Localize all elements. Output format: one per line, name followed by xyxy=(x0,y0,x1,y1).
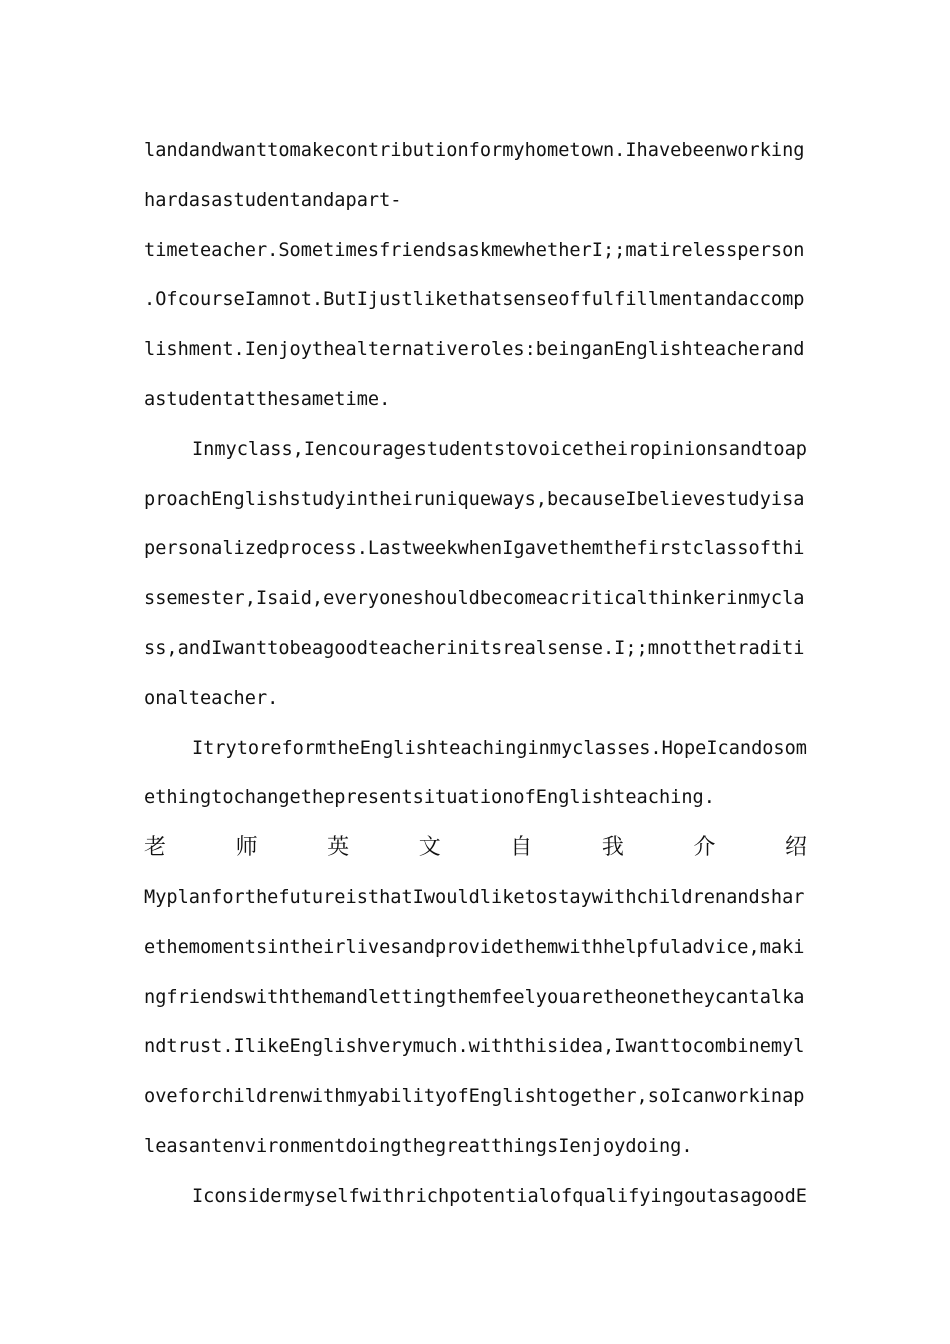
heading-char: 文 xyxy=(418,835,441,861)
heading-char: 师 xyxy=(235,835,258,861)
paragraph-start-line: ItrytoreformtheEnglishteachinginmyclasses.HopeIcandosom xyxy=(192,737,807,759)
document-body xyxy=(144,126,807,1222)
text-line: leasantenvironmentdoingthegreatthingsIenjoydoing. xyxy=(144,1135,693,1157)
heading-char: 介 xyxy=(693,835,716,861)
text-line: proachEnglishstudyintheiruniqueways,becauseIbelievestudyisa xyxy=(144,488,805,510)
text-line: hardasastudentandapart- xyxy=(144,189,402,211)
heading-char: 自 xyxy=(510,835,533,861)
heading-char: 老 xyxy=(144,835,167,861)
heading-char: 英 xyxy=(327,835,350,861)
text-line: onalteacher. xyxy=(144,687,279,709)
text-line: ngfriendswiththemandlettingthemfeelyouaretheonetheycantalka xyxy=(144,986,805,1008)
text-line: ethingtochangethepresentsituationofEnglishteaching. xyxy=(144,787,715,809)
text-line: ndtrust.IlikeEnglishverymuch.withthisidea,Iwanttocombinemyl xyxy=(144,1036,805,1058)
text-line: personalizedprocess.LastweekwhenIgavethemthefirstclassofthi xyxy=(144,538,805,560)
heading-char: 我 xyxy=(601,835,624,861)
text-line: landandwanttomakecontributionformyhometown.Ihavebeenworking xyxy=(144,140,805,161)
text-line: timeteacher.SometimesfriendsaskmewhetherI;;matirelessperson xyxy=(144,239,805,261)
text-line: ss,andIwanttobeagoodteacherinitsrealsense.I;;mnotthetraditi xyxy=(144,637,805,659)
section-heading xyxy=(144,823,807,873)
text-line: MyplanforthefutureisthatIwouldliketostaywithchildrenandshar xyxy=(144,886,805,908)
paragraph-start-line: IconsidermyselfwithrichpotentialofqualifyingoutasagoodE xyxy=(192,1185,807,1207)
heading-char: 绍 xyxy=(784,835,807,861)
text-line: ethemomentsintheirlivesandprovidethemwithhelpfuladvice,maki xyxy=(144,936,805,958)
text-line: lishment.Ienjoythealternativeroles:beinganEnglishteacherand xyxy=(144,339,805,361)
text-line: .OfcourseIamnot.ButIjustlikethatsenseoffulfillmentandaccomp xyxy=(144,289,805,311)
paragraph-start-line: Inmyclass,Iencouragestudentstovoicetheiropinionsandtoap xyxy=(192,438,807,460)
text-line: astudentatthesametime. xyxy=(144,388,391,410)
text-line: oveforchildrenwithmyabilityofEnglishtogether,soIcanworkinap xyxy=(144,1086,805,1108)
text-line: ssemester,Isaid,everyoneshouldbecomeacriticalthinkerinmycla xyxy=(144,588,805,610)
